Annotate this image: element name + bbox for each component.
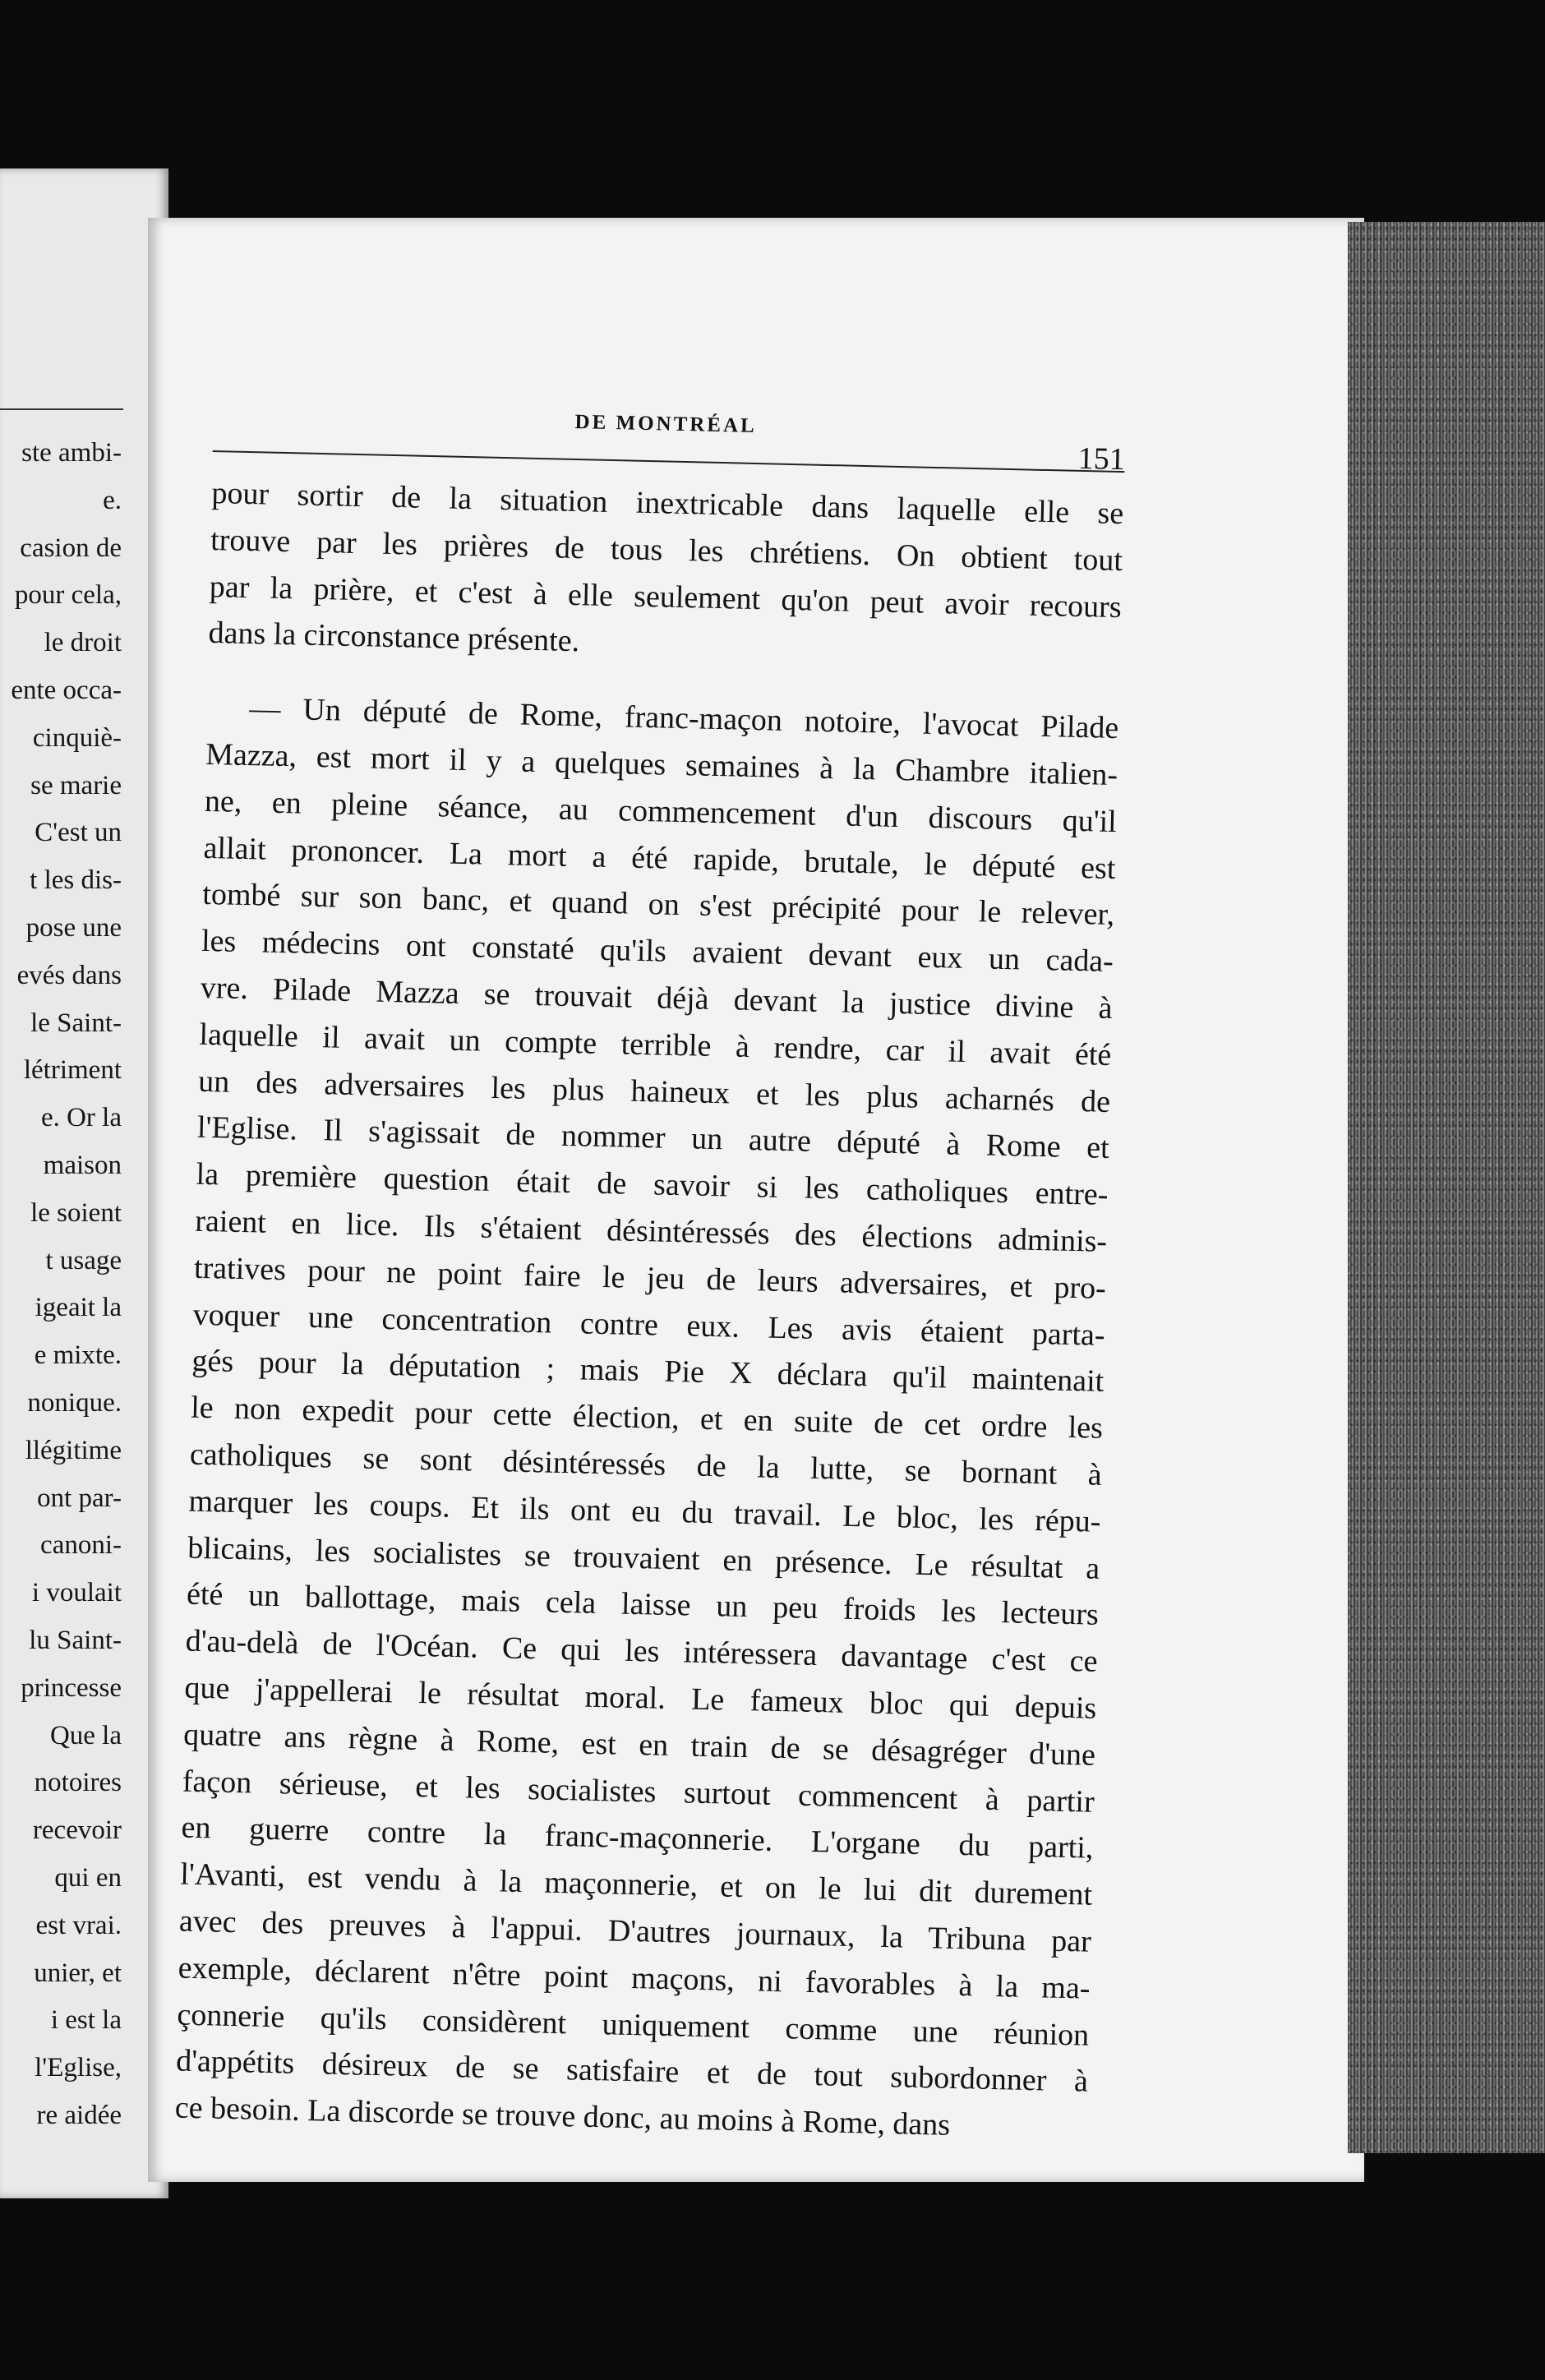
left-page-line: maison xyxy=(43,1150,122,1180)
body-text xyxy=(174,470,1124,2152)
left-page-line: igeait la xyxy=(35,1293,122,1323)
text-line: raient en lice. Ils s'étaient désintéressés des élections adminis- xyxy=(194,1203,1108,1259)
text-line: trouve par les prières de tous les chrétiens. On obtient tout xyxy=(210,522,1123,578)
left-page-line: cinquiè- xyxy=(32,722,122,753)
left-page-line: ste ambi- xyxy=(21,438,122,468)
paragraph-2 xyxy=(174,685,1119,2152)
text-line: d'appétits désireux de se satisfaire et de tout subordonner à xyxy=(175,2043,1089,2099)
left-page-line: l'Eglise, xyxy=(35,2053,122,2083)
left-page-line: le Saint- xyxy=(30,1008,122,1038)
text-line: gés pour la députation ; mais Pie X déclara qu'il maintenait xyxy=(191,1344,1105,1400)
left-page-line: canoni- xyxy=(40,1530,122,1561)
text-line: un des adversaires les plus haineux et les plus acharnés de xyxy=(197,1063,1111,1119)
page-number: 151 xyxy=(1077,440,1126,477)
text-line: exemple, déclarent n'être point maçons, ni favorables à la ma- xyxy=(178,1950,1091,2006)
text-line: pour sortir de la situation inextricable dans laquelle elle se xyxy=(211,475,1124,532)
left-page-line: t les dis- xyxy=(30,865,122,896)
text-line: quatre ans règne à Rome, est en train de se désagréger d'une xyxy=(182,1717,1096,1773)
text-line: par la prière, et c'est à elle seulement qu'on peut avoir recours xyxy=(209,569,1123,625)
text-line: en guerre contre la franc-maçonnerie. L'organe du parti, xyxy=(181,1810,1094,1866)
left-page-line: ente occa- xyxy=(11,675,122,705)
left-page-line: se marie xyxy=(30,770,122,800)
left-page-line: princesse xyxy=(21,1672,122,1703)
text-line: allait prononcer. La mort a été rapide, brutale, le député est xyxy=(203,830,1116,886)
left-page-text xyxy=(0,430,122,2140)
text-line: vre. Pilade Mazza se trouvait déjà devant la justice divine à xyxy=(200,970,1114,1026)
left-page-line: létriment xyxy=(23,1055,122,1086)
text-line: que j'appellerai le résultat moral. Le fameux bloc qui depuis xyxy=(184,1670,1097,1726)
text-line: le non expedit pour cette élection, et en suite de cet ordre les xyxy=(190,1390,1104,1446)
text-line: l'Eglise. Il s'agissait de nommer un autre député à Rome et xyxy=(196,1110,1110,1166)
left-page-line: Que la xyxy=(49,1720,122,1750)
left-page-line: notoires xyxy=(34,1768,122,1798)
text-line: l'Avanti, est vendu à la maçonnerie, et on le lui dit durement xyxy=(179,1856,1093,1912)
text-line: dans la circonstance présente. xyxy=(208,616,580,659)
left-page-line: nonique. xyxy=(27,1387,122,1418)
left-page-line: i est la xyxy=(50,2005,122,2036)
left-page-line: le droit xyxy=(44,628,122,658)
text-line: Mazza, est mort il y a quelques semaines à la Chambre italien- xyxy=(205,736,1118,793)
text-line: les médecins ont constaté qu'ils avaient devant eux un cada- xyxy=(201,924,1114,980)
left-page-line: est vrai. xyxy=(35,1910,122,1940)
text-line: ce besoin. La discorde se trouve donc, au moins à Rome, dans xyxy=(174,2090,951,2142)
text-line: laquelle il avait un compte terrible à rendre, car il avait été xyxy=(199,1017,1112,1072)
text-line: marquer les coups. Et ils ont eu du travail. Le bloc, les répu- xyxy=(188,1483,1101,1539)
text-line: d'au-delà de l'Océan. Ce qui les intéressera davantage c'est ce xyxy=(185,1623,1098,1679)
left-page-line: llégitime xyxy=(25,1435,122,1465)
text-line: ne, en pleine séance, au commencement d'un discours qu'il xyxy=(204,783,1118,839)
text-line: çonnerie qu'ils considèrent uniquement comme une réunion xyxy=(177,1997,1090,2053)
left-page-line: i voulait xyxy=(31,1578,122,1608)
text-line: façon sérieuse, et les socialistes surtout commencent à partir xyxy=(182,1764,1095,1820)
left-page-line: e. xyxy=(103,485,122,515)
left-page-line: pour cela, xyxy=(14,580,122,611)
left-page-line: re aidée xyxy=(36,2100,122,2130)
left-page-rule xyxy=(0,408,123,410)
left-page-line: le soient xyxy=(30,1197,122,1228)
left-page-line: recevoir xyxy=(32,1815,122,1846)
left-page-line: evés dans xyxy=(16,960,122,990)
text-line: été un ballottage, mais cela laisse un peu froids les lecteurs xyxy=(186,1576,1100,1633)
text-line: voquer une concentration contre eux. Les avis étaient parta- xyxy=(192,1297,1106,1353)
text-line: tombé sur son banc, et quand on s'est précipité pour le relever, xyxy=(201,877,1115,933)
text-line: — Un député de Rome, franc-maçon notoire, l'avocat Pilade xyxy=(249,691,1119,746)
left-page-line: ont par- xyxy=(37,1483,122,1513)
left-page-line: lu Saint- xyxy=(29,1625,122,1655)
text-line: catholiques se sont désintéressés de la lutte, se bornant à xyxy=(189,1437,1103,1492)
left-page-line: e. Or la xyxy=(40,1103,122,1133)
paragraph-1 xyxy=(208,470,1124,677)
text-line: blicains, les socialistes se trouvaient en présence. Le résultat a xyxy=(187,1530,1100,1586)
text-line: la première question était de savoir si les catholiques entre- xyxy=(196,1156,1109,1213)
text-line: avec des preuves à l'appui. D'autres journaux, la Tribuna par xyxy=(178,1903,1092,1959)
left-page-line: pose une xyxy=(25,912,122,943)
left-page-line: unier, et xyxy=(34,1958,122,1988)
left-facing-page xyxy=(0,168,168,2198)
left-page-line: C'est un xyxy=(35,818,122,848)
text-line: tratives pour ne point faire le jeu de leurs adversaires, et pro- xyxy=(193,1250,1107,1306)
running-head-title: DE MONTRÉAL xyxy=(574,410,758,437)
book-page-edges xyxy=(1348,222,1545,2153)
left-page-line: casion de xyxy=(20,533,122,563)
left-page-line: t usage xyxy=(45,1245,122,1275)
left-page-line: qui en xyxy=(54,1862,122,1893)
left-page-line: e mixte. xyxy=(34,1340,122,1371)
